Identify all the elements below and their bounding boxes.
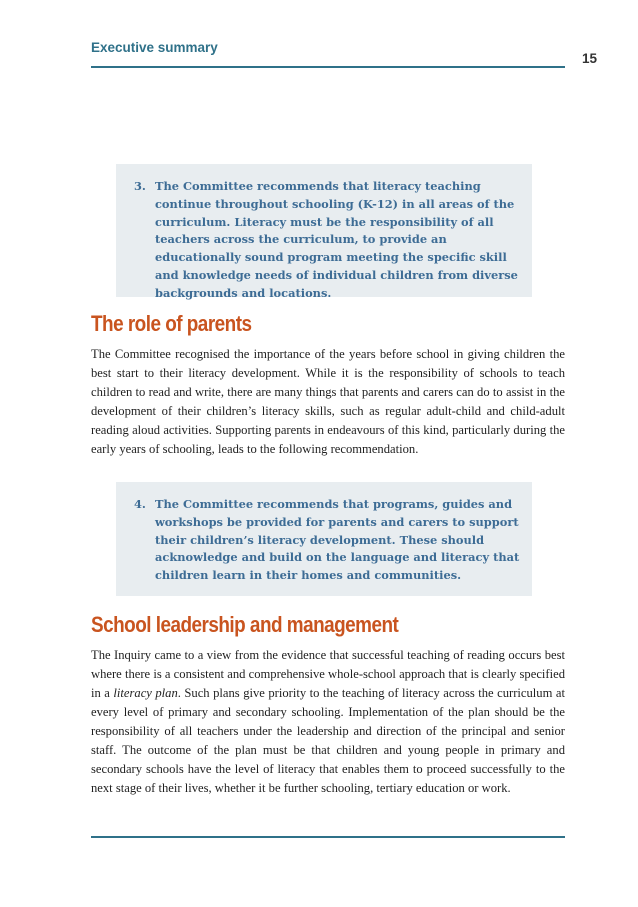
section-paragraph-role-of-parents: The Committee recognised the importance of the years before school in giving children the best start to their literacy development. While it is the responsibility of schools to teach children to read and write, there are many things that parents and carers can do to assist in the development of their children’s literacy skills, such as regular adult-child and child-adult reading aloud activities. Supporting parents in endeavours of this kind, particularly during the early years of schooling, leads to the following recommendation.: [91, 347, 565, 456]
recommendation-box-4: [116, 482, 532, 596]
header-divider: [91, 66, 565, 68]
footer-divider: [91, 836, 565, 838]
paragraph-text-end: . Such plans give priority to the teaching of literacy across the curriculum at every level of primary and secondary schooling. Implementation of the plan should be the responsibility of all teachers under the leadership and direction of the principal and senior staff. The outcome of the plan must be that children and young people in primary and secondary schools have the level of literacy that enables them to proceed successfully to the next stage of their lives, whether it be further schooling, tertiary education or work.: [91, 686, 565, 795]
running-header-title: Executive summary: [91, 40, 218, 55]
recommendation-text: The Committee recommends that literacy teaching continue throughout schooling (K-12) in all areas of the curriculum. Literacy must be the responsibility of all teachers across the curriculum, to provide an educationally sound program meeting the specific skill and knowledge needs of individual children from diverse backgrounds and locations.: [155, 179, 518, 300]
recommendation-item: [134, 178, 522, 303]
recommendation-item: [134, 496, 522, 585]
page-number: 15: [582, 51, 598, 66]
section-paragraph-school-leadership: [91, 646, 565, 798]
recommendation-text: The Committee recommends that programs, guides and workshops be provided for parents and carers to support their children’s literacy development. These should acknowledge and build on the language and literacy that children learn in their homes and communities.: [155, 497, 520, 583]
section-heading-school-leadership: School leadership and management: [91, 612, 399, 637]
literacy-plan-emphasis: literacy plan: [113, 686, 178, 700]
recommendation-box-3: [116, 164, 532, 300]
recommendation-number: 4.: [134, 497, 146, 511]
paragraph-text-start: The Inquiry came to a view from the evidence that successful teaching of reading occurs best where there is a consistent and comprehensive whole-school approach that is clearly specified in a: [91, 648, 565, 700]
section-heading-role-of-parents: The role of parents: [91, 311, 252, 336]
recommendation-number: 3.: [134, 179, 146, 193]
